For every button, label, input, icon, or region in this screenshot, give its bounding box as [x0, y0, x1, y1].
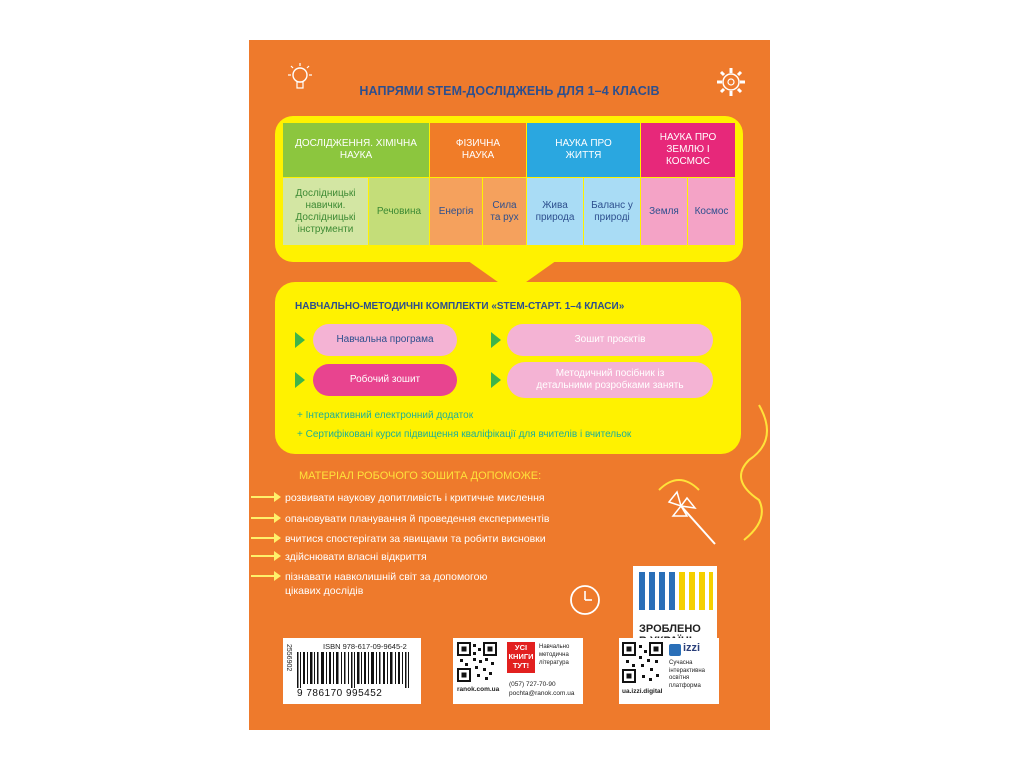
table-cell: Баланс у природі: [584, 178, 640, 245]
material-item: розвивати наукову допитливість і критичне мислення: [285, 492, 545, 504]
triangle-bullet-icon: [491, 372, 501, 388]
book-back-cover: [249, 40, 770, 730]
table-cell: Дослідницькі навички. Дослідницькі інструменти: [283, 178, 368, 245]
kit-extra: + Сертифіковані курси підвищення кваліфікації для вчителів і вчительок: [297, 429, 632, 440]
ranok-contacts: (057) 727-70-90 pochta@ranok.com.ua: [509, 681, 575, 697]
table-cell: Земля: [641, 178, 687, 245]
made-in-label: ЗРОБЛЕНО: [639, 623, 701, 635]
table-cell: Речовина: [369, 178, 429, 245]
qr-code-icon: [622, 642, 664, 684]
izzi-info-box: [619, 638, 719, 704]
triangle-bullet-icon: [295, 332, 305, 348]
ukraine-stripes-icon: [633, 566, 717, 618]
kit-item: Методичний посібник із детальними розробками занять: [507, 362, 713, 398]
material-item: опановувати планування й проведення експериментів: [285, 513, 549, 525]
kits-title: НАВЧАЛЬНО-МЕТОДИЧНІ КОМПЛЕКТИ «STEM-СТАРТ. 1–4 КЛАСИ»: [295, 301, 625, 312]
kit-extra: + Інтерактивний електронний додаток: [297, 410, 474, 421]
table-cell: Енергія: [430, 178, 482, 245]
izzi-site: ua.izzi.digital: [622, 688, 663, 695]
izzi-desc: Сучасна інтерактивна освітня платформа: [669, 660, 705, 689]
material-item: пізнавати навколишній світ за допомогою: [285, 571, 487, 583]
clock-icon: [567, 582, 607, 622]
kit-item: Навчальна програма: [313, 324, 457, 356]
ranok-info-box: [453, 638, 583, 704]
squiggle-decoration: [689, 400, 770, 550]
material-item: цікавих дослідів: [285, 585, 364, 597]
izzi-logo-icon: [669, 644, 681, 656]
table-header: ФІЗИЧНА НАУКА: [430, 123, 526, 177]
isbn-text: ISBN 978-617-09-9645-2: [323, 642, 407, 651]
isbn-barcode: [283, 638, 421, 704]
table-cell: Сила та рух: [483, 178, 526, 245]
triangle-bullet-icon: [491, 332, 501, 348]
table-header: НАУКА ПРО ЖИТТЯ: [527, 123, 640, 177]
table-header: ДОСЛІДЖЕННЯ. ХІМІЧНА НАУКА: [283, 123, 429, 177]
ranok-site: ranok.com.ua: [457, 686, 500, 693]
material-item: здійснювати власні відкриття: [285, 551, 427, 563]
material-item: вчитися спостерігати за явищами та робити висновки: [285, 533, 546, 545]
page-title: НАПРЯМИ STEM-ДОСЛІДЖЕНЬ ДЛЯ 1–4 КЛАСІВ: [359, 84, 660, 98]
izzi-logo: izzi: [683, 642, 701, 654]
triangle-bullet-icon: [295, 372, 305, 388]
ranok-badge: УСІ КНИГИ ТУТ!: [507, 642, 535, 673]
stem-table: [283, 123, 735, 245]
kit-item: Робочий зошит: [313, 364, 457, 396]
barcode-icon: [297, 652, 417, 688]
table-cell: Жива природа: [527, 178, 583, 245]
ranok-desc: Навчально методична література: [539, 644, 570, 666]
isbn-digits: 9 786170 995452: [297, 688, 383, 699]
isbn-side-number: 2556902: [285, 644, 292, 672]
table-header: НАУКА ПРО ЗЕМЛЮ І КОСМОС: [641, 123, 735, 177]
table-cell: Космос: [688, 178, 735, 245]
qr-code-icon: [457, 642, 503, 682]
material-title: МАТЕРІАЛ РОБОЧОГО ЗОШИТА ДОПОМОЖЕ:: [299, 470, 542, 482]
kit-item: Зошит проєктів: [507, 324, 713, 356]
